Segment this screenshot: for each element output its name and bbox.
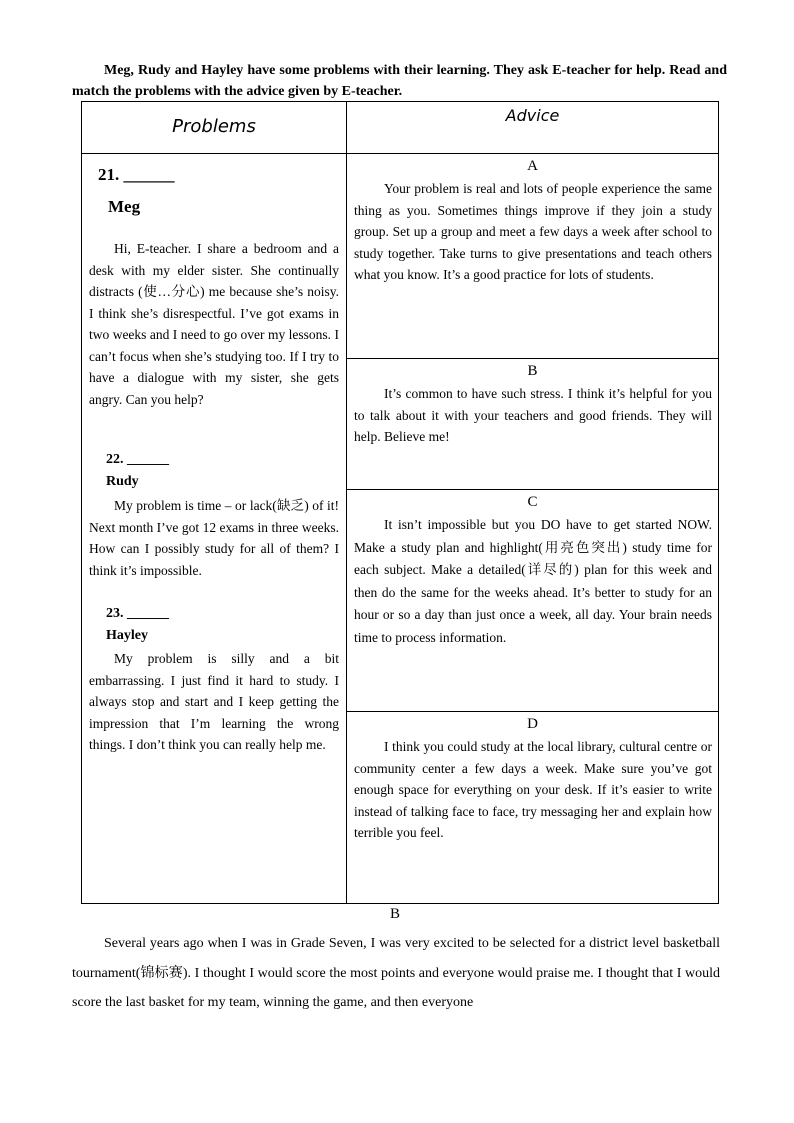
problem-name-hayley: Hayley xyxy=(106,628,148,643)
advice-c-cell xyxy=(347,490,719,712)
problems-cell xyxy=(82,154,347,904)
advice-a-text: Your problem is real and lots of people experience the same thing as you. Sometimes things improve if they join a study group. Set up a group and meet a few days a week after school to study together. Take turns to give presentations and teach others what you know. It’s a good practice for lots of students. xyxy=(354,181,712,282)
advice-c-letter: C xyxy=(527,494,538,510)
advice-d-text: I think you could study at the local library, cultural centre or community center a few days a week. Make sure you’ve got enough space for everything on your desk. If it’s easier to write instead of talking face to face, try messaging her and explain how terrible you feel. xyxy=(354,739,712,840)
problem-name-rudy: Rudy xyxy=(106,474,139,489)
problem-text-hayley: My problem is silly and a bit embarrassing. I just find it hard to study. I always stop and start and I keep getting the impression that I’m learning the wrong things. I don’t think you can really help me. xyxy=(89,651,339,752)
section-b-text: Several years ago when I was in Grade Seven, I was very excited to be selected for a district level basketball tournament(锦标赛). I thought I would score the most points and everyone would praise me. I thought that I would score the last basket for my team, winning the game, and then everyone xyxy=(72,936,720,1010)
advice-d-cell xyxy=(347,712,719,904)
match-table xyxy=(81,101,719,904)
advice-c-text: It isn’t impossible but you DO have to get started NOW. Make a study plan and highlight(用亮色突出) study time for each subject. Make a detailed(详尽的) plan for this week and then do the same for the weeks ahead. It’s better to study for an hour or so a day than just once a week, all day. Your brain needs time to process information. xyxy=(354,517,712,645)
advice-b-cell xyxy=(347,359,719,490)
problem-text-rudy: My problem is time – or lack(缺乏) of it! Next month I’ve got 12 exams in three weeks. How can I possibly study for all of them? I think it’s impossible. xyxy=(89,498,339,578)
advice-a-cell xyxy=(347,154,719,359)
problems-header-cell xyxy=(82,102,347,154)
section-b-passage xyxy=(72,929,720,1018)
problem-name-meg: Meg xyxy=(108,197,141,216)
advice-b-text: It’s common to have such stress. I think it’s helpful for you to talk about it with your teachers and good friends. They will help. Believe me! xyxy=(354,386,712,444)
advice-header-cell xyxy=(347,102,719,154)
advice-b-letter: B xyxy=(527,363,538,379)
problem-text-meg: Hi, E-teacher. I share a bedroom and a desk with my elder sister. She continually distracts (使…分心) me because she’s noisy. I think she’s disrespectful. I’ve got exams in two weeks and I need to go over my lessons. I can’t focus when she’s studying too. If I try to have a dialogue with my sister, she gets angry. Can you help? xyxy=(89,241,339,407)
instructions xyxy=(72,60,727,102)
advice-d-letter: D xyxy=(527,716,538,732)
section-b-title: B xyxy=(390,906,401,922)
question-22-number: 22. ______ xyxy=(106,452,169,467)
question-21-number: 21. ______ xyxy=(98,165,175,184)
advice-header: Advice xyxy=(505,106,560,125)
question-23-number: 23. ______ xyxy=(106,606,169,621)
problems-header: Problems xyxy=(172,116,256,137)
instructions-text: Meg, Rudy and Hayley have some problems with their learning. They ask E-teacher for help. Read and match the problems with the advice given by E-teacher. xyxy=(72,63,727,99)
advice-a-letter: A xyxy=(527,158,538,174)
